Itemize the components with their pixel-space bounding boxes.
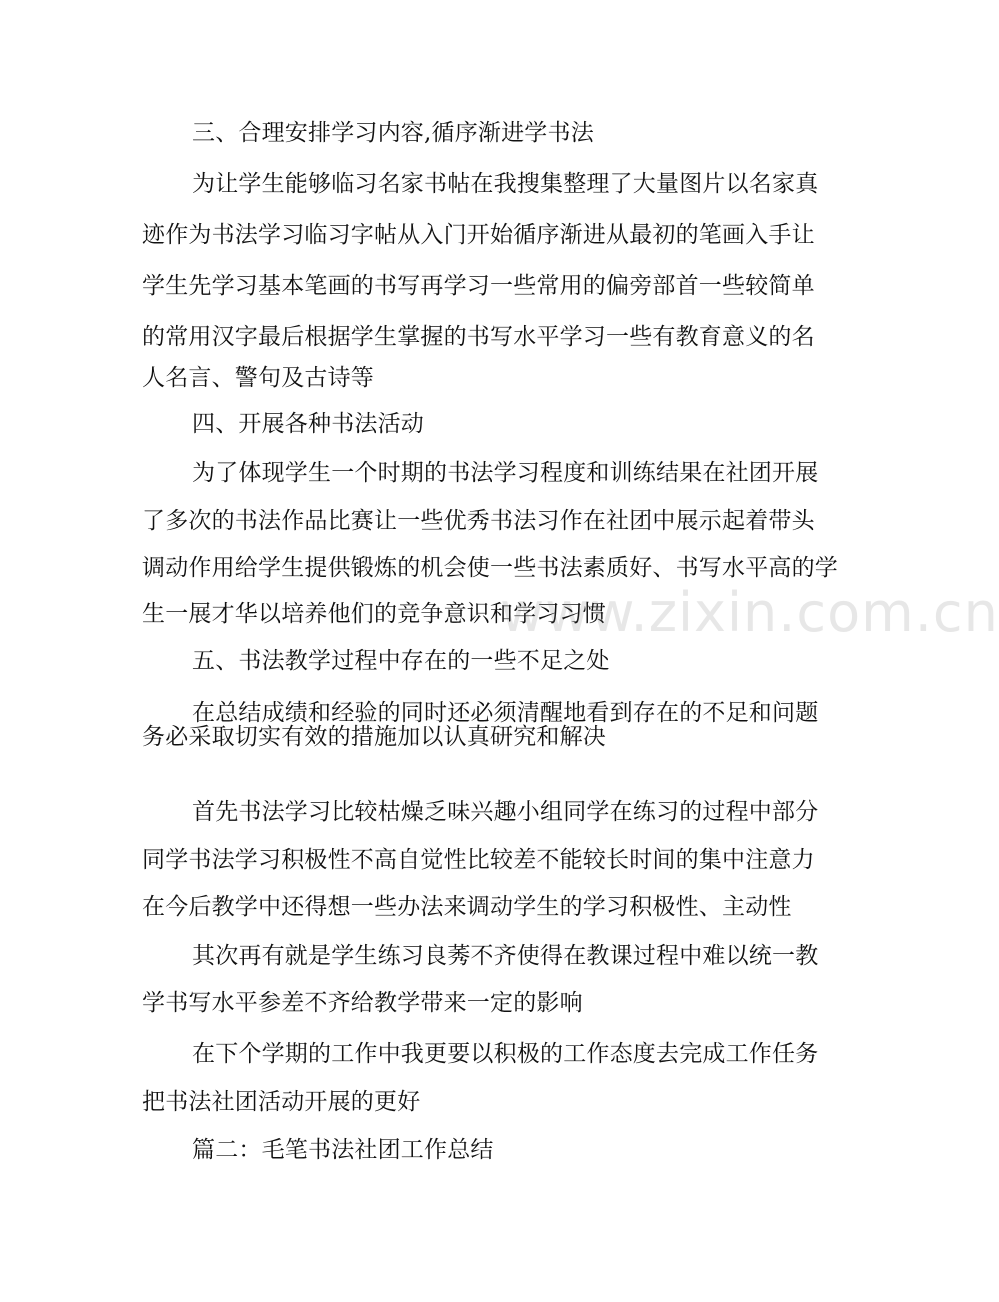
paragraph-line: 同学书法学习积极性不高自觉性比较差不能较长时间的集中注意力 <box>142 847 815 873</box>
watermark-text: www.zixin.com.cn <box>500 581 999 644</box>
paragraph-line: 的常用汉字最后根据学生掌握的书写水平学习一些有教育意义的名 <box>142 324 815 350</box>
section-heading-3: 三、合理安排学习内容,循序渐进学书法 <box>192 120 594 146</box>
paragraph-line: 人名言、警句及古诗等 <box>142 365 374 391</box>
paragraph-line: 为了体现学生一个时期的书法学习程度和训练结果在社团开展 <box>192 460 819 486</box>
paragraph-line: 在总结成绩和经验的同时还必须清醒地看到存在的不足和问题 <box>192 700 819 726</box>
paragraph-line: 把书法社团活动开展的更好 <box>142 1089 421 1115</box>
paragraph-line: 为让学生能够临习名家书帖在我搜集整理了大量图片以名家真 <box>192 171 819 197</box>
section-title: 篇二：毛笔书法社团工作总结 <box>192 1137 494 1163</box>
section-heading-4: 四、开展各种书法活动 <box>192 411 424 437</box>
paragraph-line: 迹作为书法学习临习字帖从入门开始循序渐进从最初的笔画入手让 <box>142 222 815 248</box>
paragraph-line: 其次再有就是学生练习良莠不齐使得在教课过程中难以统一教 <box>192 943 819 969</box>
paragraph-line: 生一展才华以培养他们的竞争意识和学习习惯 <box>142 601 606 627</box>
paragraph-line: 首先书法学习比较枯燥乏味兴趣小组同学在练习的过程中部分 <box>192 799 819 825</box>
paragraph-line: 学书写水平参差不齐给教学带来一定的影响 <box>142 990 583 1016</box>
paragraph-line: 学生先学习基本笔画的书写再学习一些常用的偏旁部首一些较简单 <box>142 273 815 299</box>
paragraph-line: 在今后教学中还得想一些办法来调动学生的学习积极性、主动性 <box>142 894 792 920</box>
paragraph-line: 了多次的书法作品比赛让一些优秀书法习作在社团中展示起着带头 <box>142 508 815 534</box>
paragraph-line: 务必采取切实有效的措施加以认真研究和解决 <box>142 724 606 750</box>
paragraph-line: 调动作用给学生提供锻炼的机会使一些书法素质好、书写水平高的学 <box>142 555 838 581</box>
section-heading-5: 五、书法教学过程中存在的一些不足之处 <box>192 648 610 674</box>
paragraph-line: 在下个学期的工作中我更要以积极的工作态度去完成工作任务 <box>192 1041 819 1067</box>
